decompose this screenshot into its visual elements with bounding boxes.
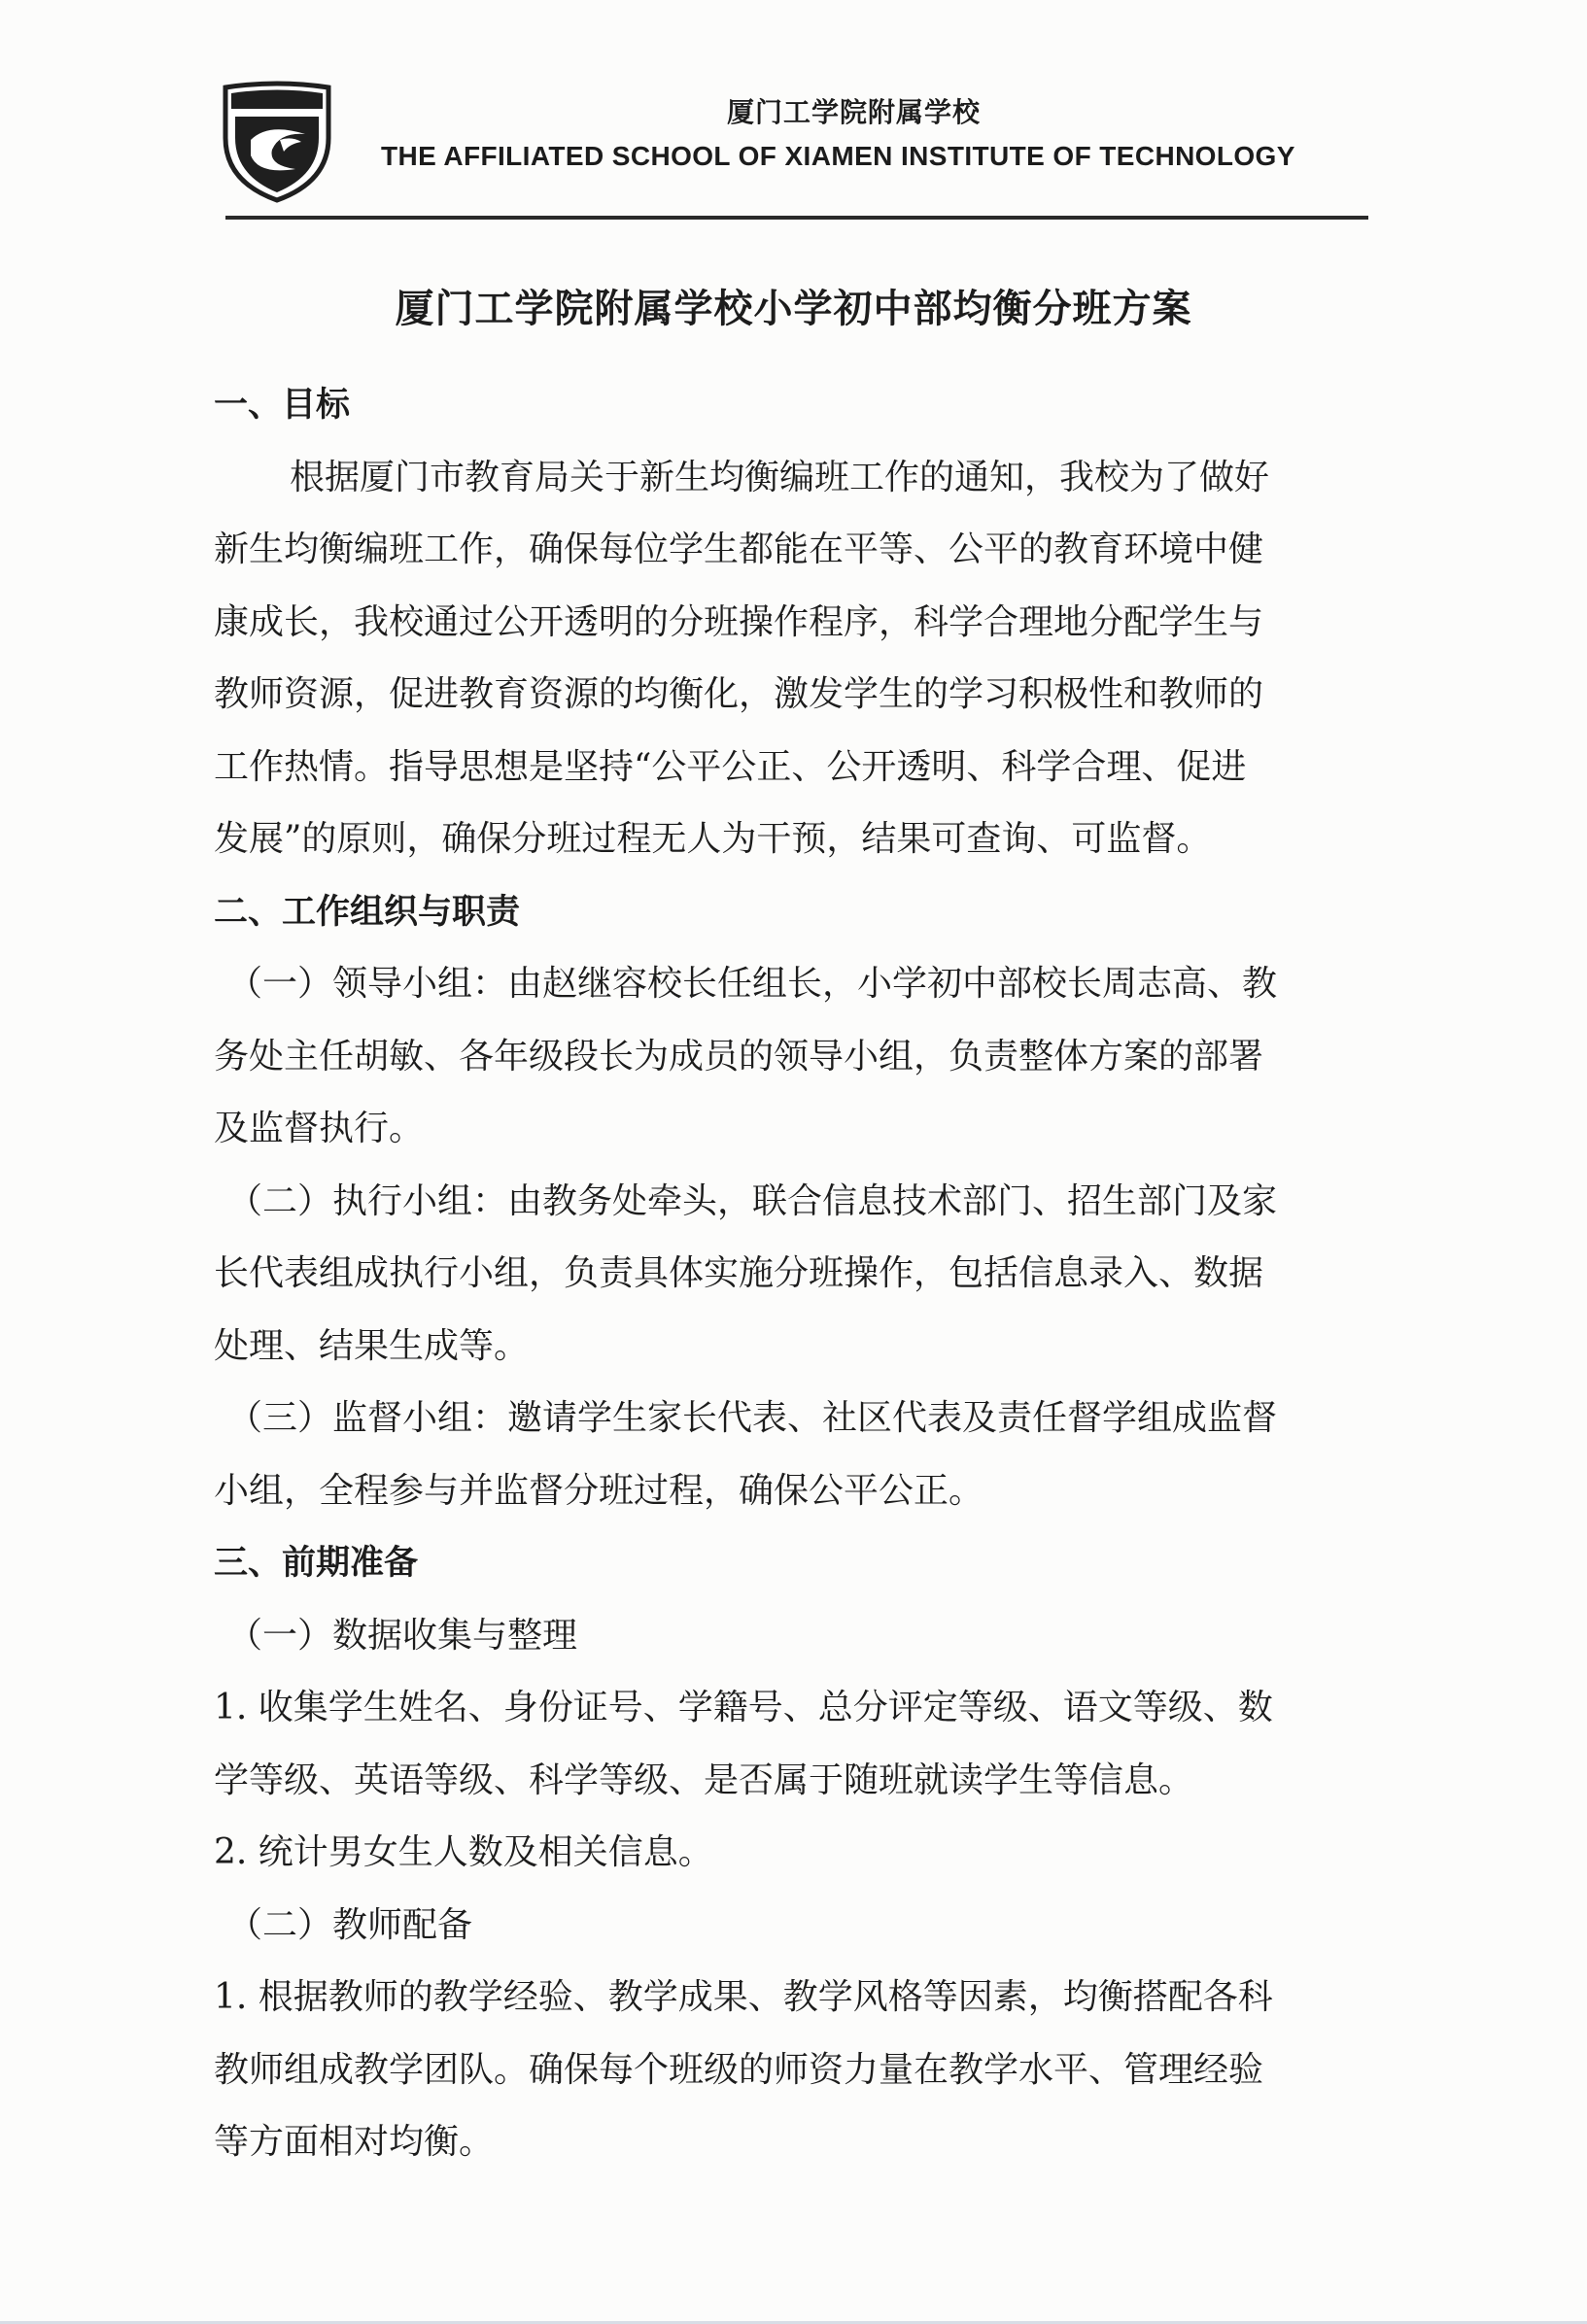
section-heading-preparation: 三、前期准备 xyxy=(214,1544,419,1583)
paragraph-line: 小组，全程参与并监督分班过程，确保公平公正。 xyxy=(214,1470,984,1511)
paragraph-line: 新生均衡编班工作，确保每位学生都能在平等、公平的教育环境中健 xyxy=(214,530,1264,569)
section-heading-goals: 一、目标 xyxy=(214,386,351,425)
paragraph-line: 1. 收集学生姓名、身份证号、学籍号、总分评定等级、语文等级、数 xyxy=(214,1688,1273,1727)
paragraph-line: 长代表组成执行小组，负责具体实施分班操作，包括信息录入、数据 xyxy=(214,1253,1264,1293)
paragraph-line: 工作热情。指导思想是坚持“公平公正、公开透明、科学合理、促进 xyxy=(214,746,1247,787)
paragraph-line: 2. 统计男女生人数及相关信息。 xyxy=(214,1832,713,1872)
document-title: 厦门工学院附属学校小学初中部均衡分班方案 xyxy=(395,287,1192,331)
paragraph-line: 教师组成教学团队。确保每个班级的师资力量在教学水平、管理经验 xyxy=(214,2049,1264,2090)
paragraph-line: 等方面相对均衡。 xyxy=(214,2122,495,2162)
school-crest-logo xyxy=(222,80,332,204)
document-body xyxy=(214,369,1380,2179)
paragraph-line: 康成长，我校通过公开透明的分班操作程序，科学合理地分配学生与 xyxy=(214,601,1264,642)
paragraph-line: 教师资源，促进教育资源的均衡化，激发学生的学习积极性和教师的 xyxy=(214,674,1264,714)
paragraph-line: （三）监督小组：邀请学生家长代表、社区代表及责任督学组成监督 xyxy=(227,1398,1278,1438)
section-heading-organization: 二、工作组织与职责 xyxy=(214,892,521,932)
paragraph-line: 及监督执行。 xyxy=(214,1109,425,1148)
paragraph-line: 根据厦门市教育局关于新生均衡编班工作的通知，我校为了做好 xyxy=(290,457,1270,497)
subsection-heading: （一）数据收集与整理 xyxy=(227,1615,578,1656)
paragraph-line: 处理、结果生成等。 xyxy=(214,1325,530,1366)
paragraph-line: 发展”的原则，确保分班过程无人为干预，结果可查询、可监督。 xyxy=(214,819,1212,859)
school-name-en: THE AFFILIATED SCHOOL OF XIAMEN INSTITUTE OF TECHNOLOGY xyxy=(381,141,1295,171)
paragraph-line: （二）执行小组：由教务处牵头，联合信息技术部门、招生部门及家 xyxy=(227,1180,1278,1221)
subsection-heading: （二）教师配备 xyxy=(227,1904,473,1945)
paragraph-line: （一）领导小组：由赵继容校长任组长，小学初中部校长周志高、教 xyxy=(227,964,1278,1004)
paragraph-line: 1. 根据教师的教学经验、教学成果、教学风格等因素，均衡搭配各科 xyxy=(214,1977,1273,2017)
school-name-cn: 厦门工学院附属学校 xyxy=(727,96,982,128)
paragraph-line: 务处主任胡敏、各年级段长为成员的领导小组，负责整体方案的部署 xyxy=(214,1036,1264,1077)
paragraph-line: 学等级、英语等级、科学等级、是否属于随班就读学生等信息。 xyxy=(214,1760,1194,1800)
header-divider xyxy=(225,216,1368,220)
